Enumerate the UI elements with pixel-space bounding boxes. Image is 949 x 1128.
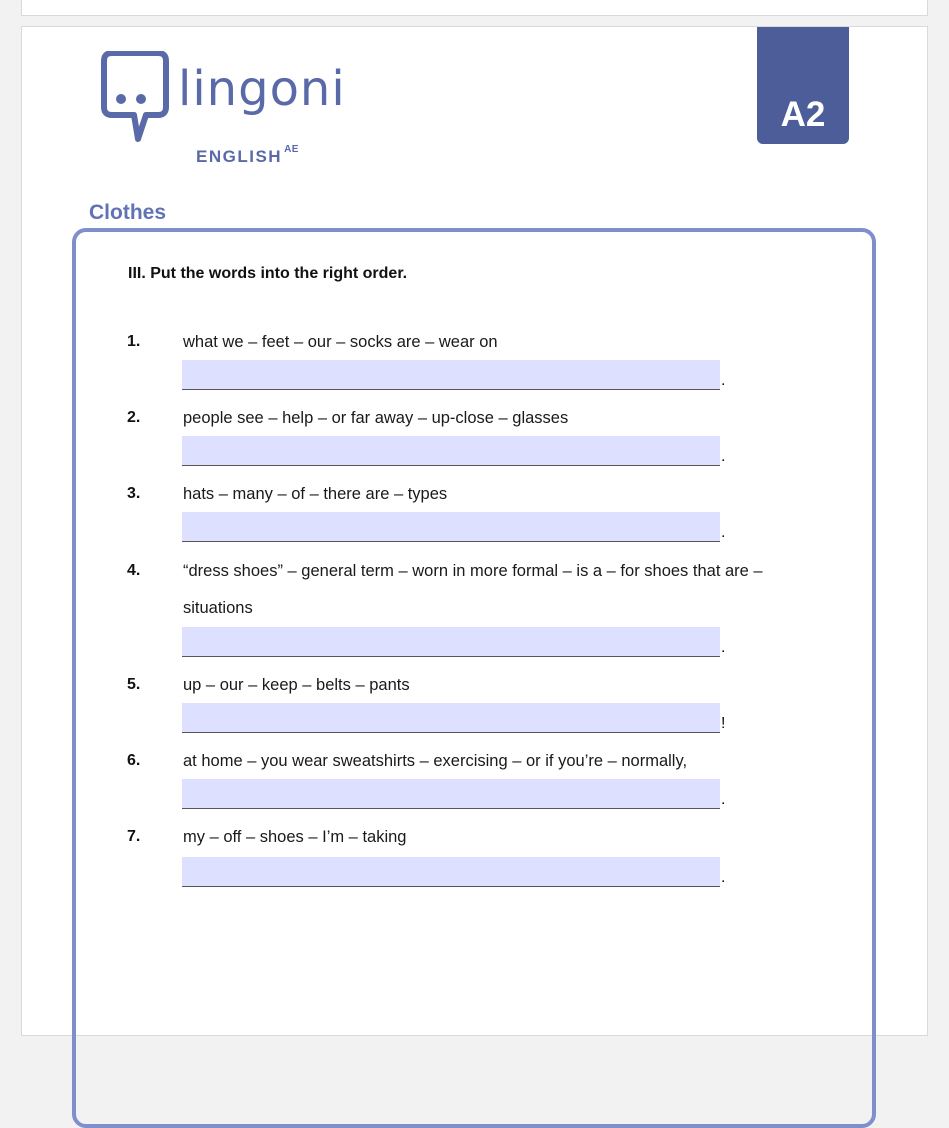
sentence-end: . [721,448,726,465]
sentence-end: . [721,869,726,886]
worksheet-page [21,26,928,1036]
section-title: Clothes [89,201,167,224]
answer-field-7[interactable] [182,857,720,887]
question-number: 6. [127,752,141,769]
question-text: people see – help – or far away – up-close – glasses [183,409,569,427]
answer-field-1[interactable] [182,360,720,390]
sentence-end: . [721,372,726,389]
question-number: 2. [127,409,141,426]
sentence-end: ! [721,715,726,732]
sentence-end: . [721,524,726,541]
question-text: my – off – shoes – I’m – taking [183,828,407,846]
question-number: 5. [127,676,141,693]
question-number: 7. [127,828,141,845]
brand-sub-label: ENGLISH [196,147,283,166]
previous-page-edge [21,0,928,16]
speech-bubble-logo-icon [100,51,170,146]
answer-field-4[interactable] [182,627,720,657]
brand-name: lingoni [178,61,346,117]
question-number: 3. [127,485,141,502]
question-number: 1. [127,333,141,350]
question-text: hats – many – of – there are – types [183,485,448,503]
question-text: what we – feet – our – socks are – wear on [183,333,498,351]
question-text: up – our – keep – belts – pants [183,676,410,694]
sentence-end: . [721,639,726,656]
question-text: “dress shoes” – general term – worn in more formal – is a – for shoes that are – situations [183,562,763,617]
exercise-instruction: III. Put the words into the right order. [128,265,408,282]
answer-field-5[interactable] [182,703,720,733]
sentence-end: . [721,791,726,808]
answer-field-6[interactable] [182,779,720,809]
level-badge: A2 [757,27,849,144]
brand-subtitle [196,144,299,167]
answer-field-2[interactable] [182,436,720,466]
brand-variant: AE [284,144,299,155]
question-text: at home – you wear sweatshirts – exercising – or if you’re – normally, [183,752,688,770]
answer-field-3[interactable] [182,512,720,542]
lingoni-logo [100,51,370,166]
question-number: 4. [127,562,141,579]
